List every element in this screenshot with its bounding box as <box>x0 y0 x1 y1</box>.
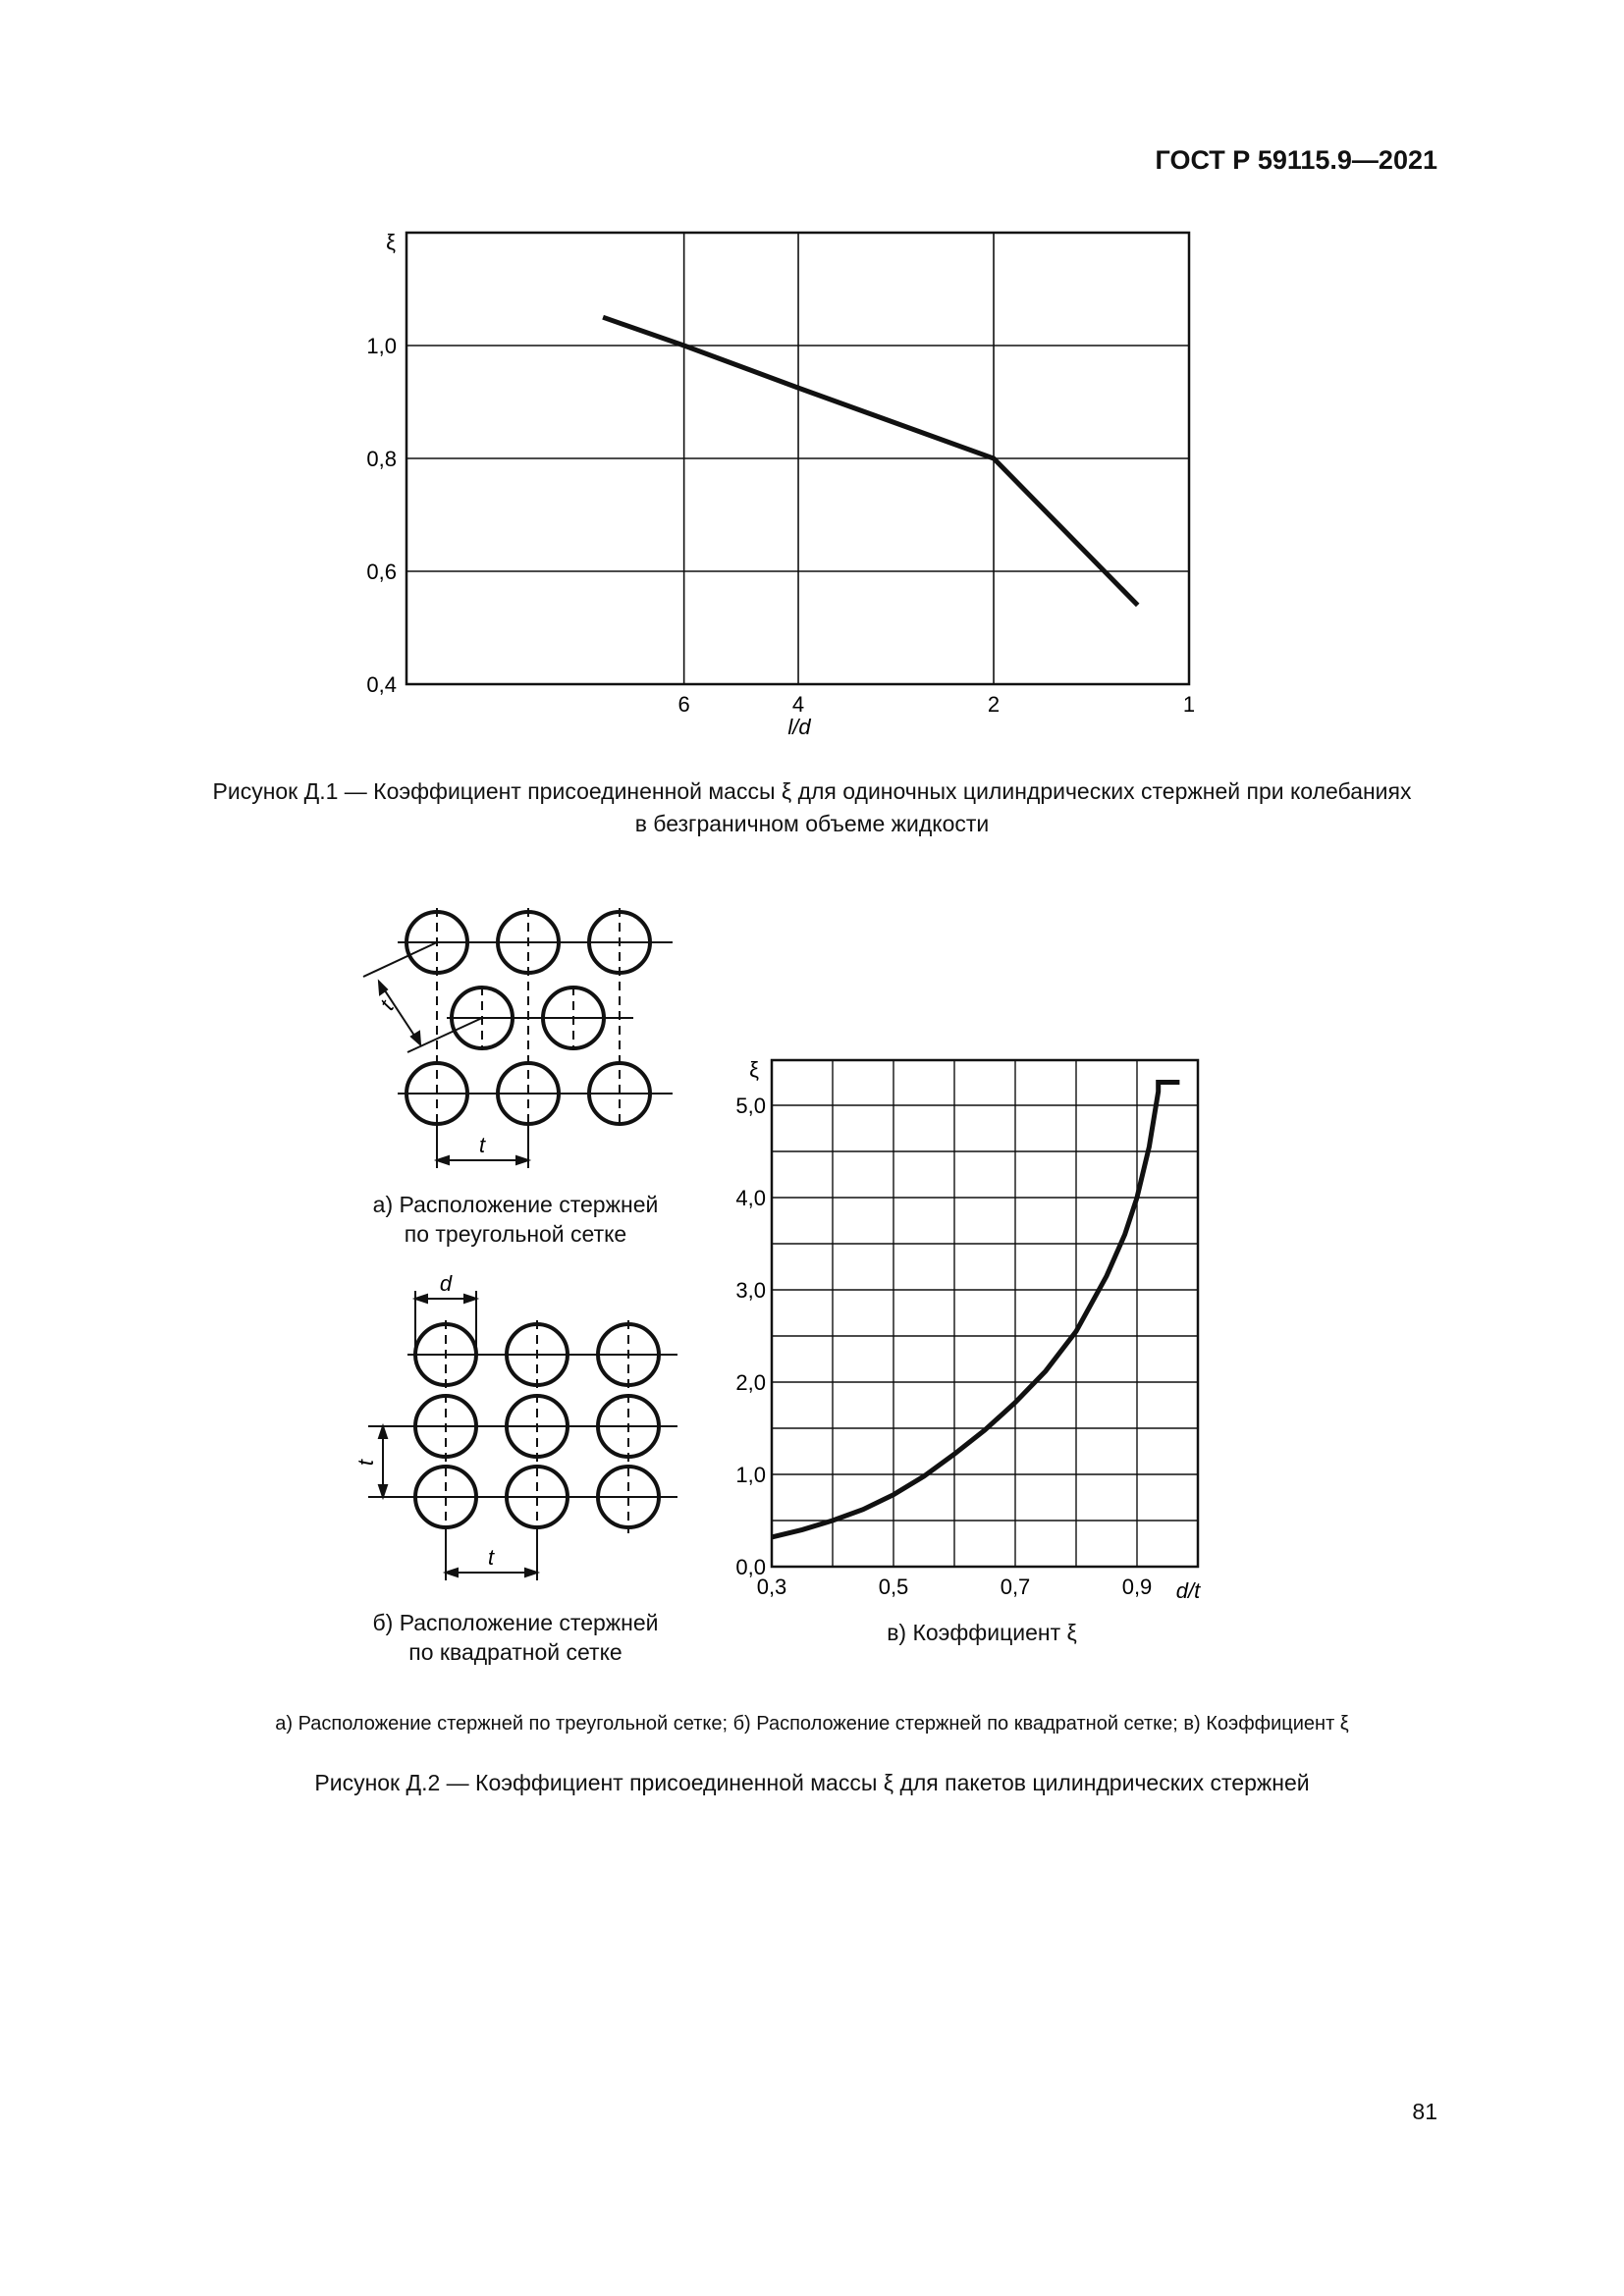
figure2-y-tick-label: 5,0 <box>735 1094 766 1118</box>
figure2-frame <box>772 1060 1198 1567</box>
figure1-x-tick-label: 6 <box>677 692 690 717</box>
figure2-y-axis-label: ξ <box>749 1057 759 1082</box>
figure1-caption <box>88 775 1536 840</box>
figure1-y-tick-label: 0,4 <box>366 672 397 697</box>
figure2-y-tick-label: 0,0 <box>735 1555 766 1579</box>
square-layout-caption <box>334 1608 697 1667</box>
figure2-legend: а) Расположение стержней по треугольной сетке; б) Расположение стержней по квадратной сетке; в) Коэффициент ξ <box>275 1713 1349 1735</box>
square-caption-line1: б) Расположение стержней <box>372 1610 659 1635</box>
figure1-y-tick-label: 1,0 <box>366 334 397 358</box>
figure2-x-ticks <box>757 1575 1153 1599</box>
figure1-x-tick-label: 2 <box>987 692 1001 717</box>
figure2-x-tick-label: 0,7 <box>1000 1575 1031 1599</box>
figure2-y-tick-label: 3,0 <box>735 1278 766 1303</box>
document-id: ГОСТ Р 59115.9—2021 <box>1155 145 1437 175</box>
figure2-y-ticks <box>735 1094 766 1579</box>
figure2-x-axis-label: d/t <box>1175 1578 1201 1603</box>
figure2-x-tick-label: 0,3 <box>756 1575 787 1599</box>
figure1-y-ticks <box>366 334 397 697</box>
arrow-head <box>379 1485 387 1497</box>
figure2-x-tick-label: 0,9 <box>1121 1575 1153 1599</box>
triangular-caption-line2: по треугольной сетке <box>404 1221 627 1247</box>
figure1-y-tick-label: 0,8 <box>366 447 397 471</box>
dimension-label-t: t <box>353 1459 378 1467</box>
arrow-head <box>525 1569 537 1576</box>
figure1-x-ticks <box>678 692 1196 717</box>
figure2-y-tick-label: 4,0 <box>735 1186 766 1210</box>
figure1-caption-line2: в безграничном объеме жидкости <box>634 811 990 836</box>
triangular-layout-caption <box>334 1190 697 1249</box>
figure1-chart <box>353 216 1218 746</box>
figure1-series-line <box>603 317 1138 605</box>
figure1-x-axis-label: l/d <box>787 715 811 739</box>
figure2-caption: Рисунок Д.2 — Коэффициент присоединенной массы ξ для пакетов цилиндрических стержней <box>314 1770 1310 1795</box>
arrow-head <box>516 1156 528 1164</box>
figure1-x-tick-label: 1 <box>1182 692 1196 717</box>
dimension-label-t: t <box>478 1133 486 1157</box>
dimension-label-t: t <box>487 1545 495 1570</box>
page-number: 81 <box>1412 2099 1437 2124</box>
figure1-x-tick-label: 4 <box>791 692 805 717</box>
square-caption-line2: по квадратной сетке <box>408 1639 623 1665</box>
figure2-chart <box>717 1050 1227 1610</box>
arrow-head <box>437 1156 449 1164</box>
arrow-head <box>379 1426 387 1438</box>
dimension-label-d: d <box>439 1271 453 1296</box>
figure1-grid <box>406 233 1189 684</box>
arrow-head <box>415 1295 427 1303</box>
square-layout-diagram <box>353 1256 687 1590</box>
figure1-y-tick-label: 0,6 <box>366 560 397 584</box>
triangular-layout-diagram <box>353 883 687 1178</box>
figure2-x-tick-label: 0,5 <box>878 1575 909 1599</box>
arrow-head <box>446 1569 458 1576</box>
dimension-label-t: t <box>374 995 399 1015</box>
triangular-caption-line1: а) Расположение стержней <box>372 1192 659 1217</box>
figure1-y-axis-label: ξ <box>386 230 396 254</box>
figure2-y-tick-label: 1,0 <box>735 1463 766 1487</box>
figure2-y-tick-label: 2,0 <box>735 1370 766 1395</box>
figure1-caption-line1: Рисунок Д.1 — Коэффициент присоединенной массы ξ для одиночных цилиндрических стержней при колебаниях <box>212 778 1412 804</box>
coefficient-chart-caption: в) Коэффициент ξ <box>887 1620 1077 1645</box>
arrow-head <box>464 1295 476 1303</box>
figure2-grid <box>772 1060 1198 1567</box>
